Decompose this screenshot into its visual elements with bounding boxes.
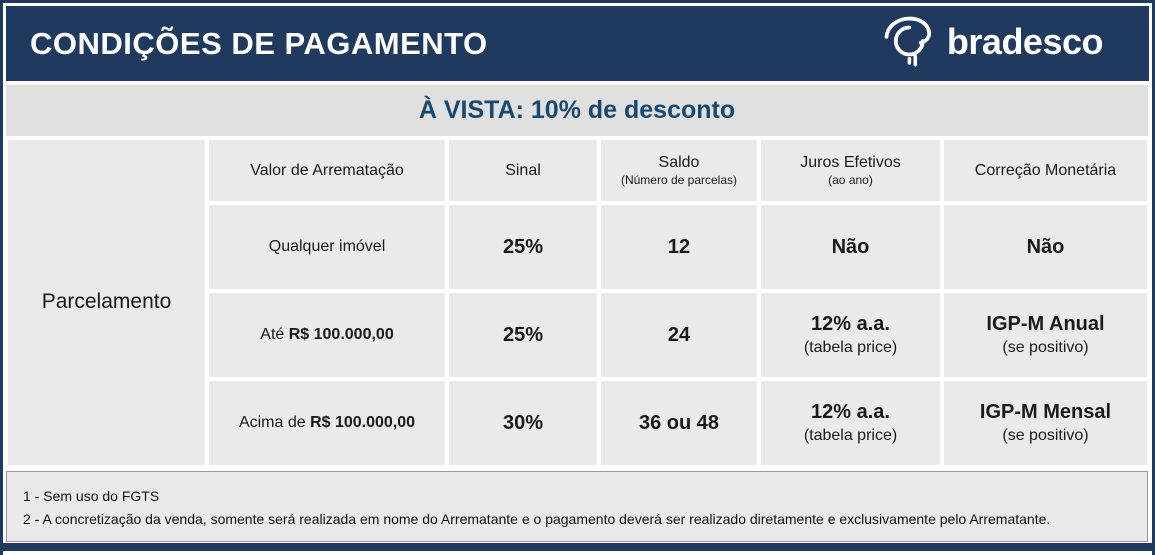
avista-banner-text: À VISTA: 10% de desconto: [418, 96, 736, 124]
column-header-sinal: [449, 140, 597, 201]
table-row-1-correcao: Não: [944, 205, 1147, 289]
row-group-label-parcelamento: Parcelamento: [8, 140, 205, 465]
column-header-label: Correção Monetária: [974, 161, 1117, 179]
column-header-label: Saldo: [658, 154, 700, 171]
table-row-1-sinal: 25%: [449, 205, 597, 289]
table-row-2-saldo: 24: [601, 293, 757, 377]
column-header-saldo: [601, 140, 757, 201]
column-header-juros: [761, 140, 940, 201]
bradesco-tree-icon: [884, 13, 938, 74]
table-row-1-valor: [209, 205, 445, 289]
valor-label: Qualquer imóvel: [268, 238, 386, 255]
column-header-label: Sinal: [505, 161, 541, 179]
table-row-3-juros: 12% a.a. (tabela price): [761, 381, 940, 465]
column-header-sub: (Número de parcelas): [620, 173, 738, 187]
column-header-valor: [209, 140, 445, 201]
payment-table: [8, 140, 1147, 465]
table-row-2-juros: 12% a.a. (tabela price): [761, 293, 940, 377]
table-row-2-valor: [209, 293, 445, 377]
footnotes-panel: [6, 471, 1148, 542]
page-title: CONDIÇÕES DE PAGAMENTO: [30, 25, 488, 61]
footnote-1: 1 - Sem uso do FGTS: [23, 488, 160, 504]
footnote-2: 2 - A concretização da venda, somente será realizada em nome do Arrematante e o pagamento deverá ser realizado diretamente e exclusivamente pelo Arrematante.: [23, 511, 1051, 527]
bottom-navy-bar: [0, 543, 1155, 551]
valor-label: Acima de R$ 100.000,00: [238, 414, 416, 431]
column-header-sub: (ao ano): [828, 173, 873, 187]
table-row-3-sinal: 30%: [449, 381, 597, 465]
header-bar: [6, 6, 1149, 81]
table-row-1-juros: Não: [761, 205, 940, 289]
table-row-3-valor: [209, 381, 445, 465]
column-header-label: Juros Efetivos: [800, 154, 901, 171]
valor-label: Até R$ 100.000,00: [260, 326, 394, 343]
column-header-label: Valor de Arrematação: [250, 161, 404, 179]
table-row-1-saldo: 12: [601, 205, 757, 289]
table-row-2-correcao: IGP-M Anual (se positivo): [944, 293, 1147, 377]
bradesco-wordmark: bradesco: [946, 20, 1103, 62]
bradesco-logo: [884, 13, 1103, 74]
table-row-3-correcao: IGP-M Mensal (se positivo): [944, 381, 1147, 465]
table-row-3-saldo: 36 ou 48: [601, 381, 757, 465]
table-row-2-sinal: 25%: [449, 293, 597, 377]
avista-banner: [6, 85, 1148, 136]
column-header-correcao: [944, 140, 1147, 201]
